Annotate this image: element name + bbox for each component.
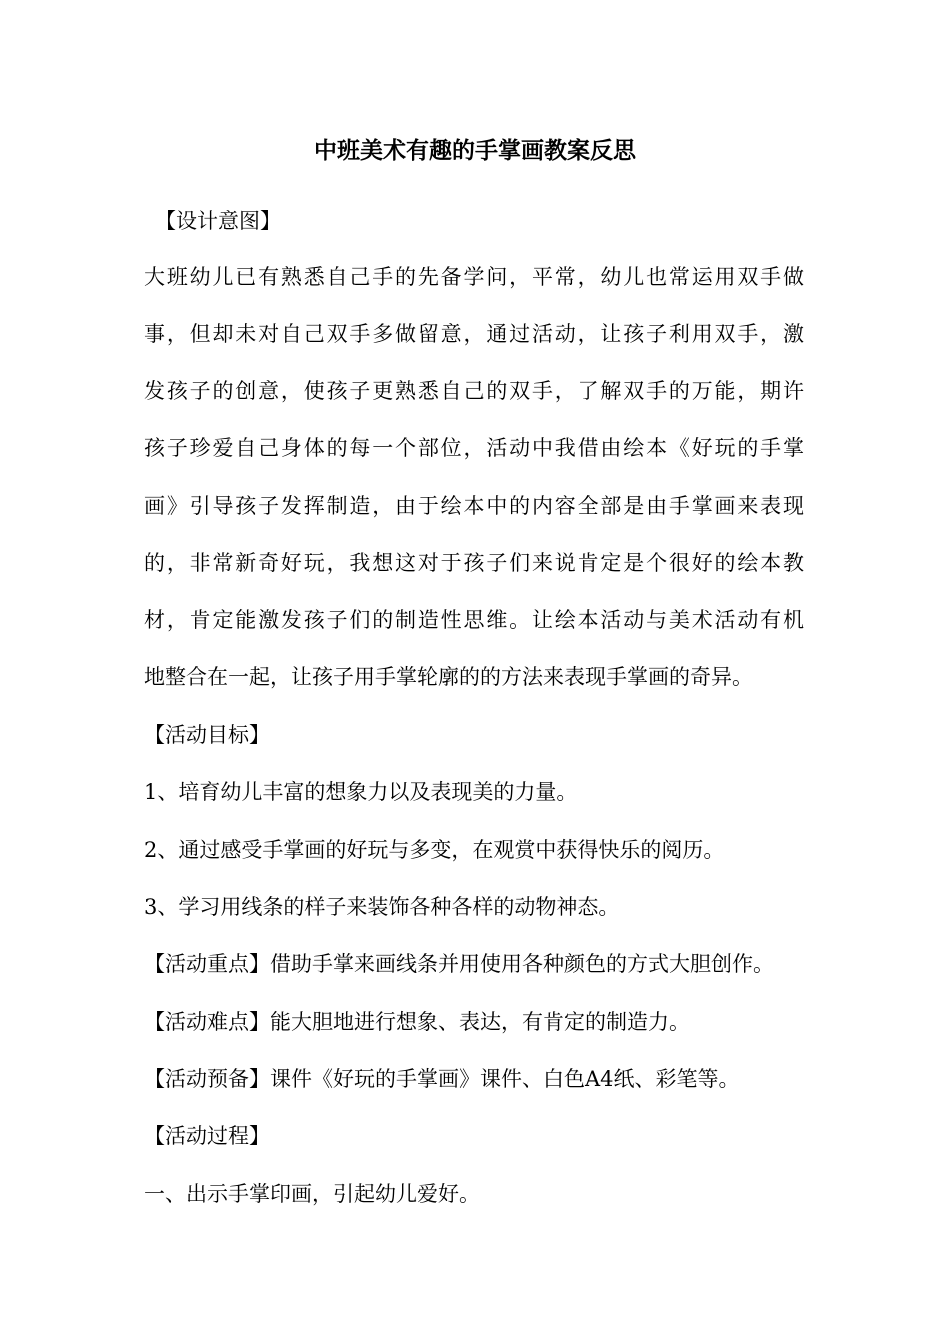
design-paragraph-line-3: 发孩子的创意，使孩子更熟悉自己的双手，了解双手的万能，期许 xyxy=(144,379,804,403)
document-title: 中班美术有趣的手掌画教案反思 xyxy=(314,138,636,164)
design-paragraph-line-8: 地整合在一起，让孩子用手掌轮廓的的方法来表现手掌画的奇异。 xyxy=(144,665,753,689)
key-point: 【活动重点】借助手掌来画线条并用使用各种颜色的方式大胆创作。 xyxy=(144,952,774,976)
difficulty: 【活动难点】能大胆地进行想象、表达，有肯定的制造力。 xyxy=(144,1010,690,1034)
design-paragraph-line-5: 画》引导孩子发挥制造，由于绘本中的内容全部是由手掌画来表现 xyxy=(144,494,804,518)
design-paragraph-line-6: 的，非常新奇好玩，我想这对于孩子们来说肯定是个很好的绘本教 xyxy=(144,551,804,575)
process-heading: 【活动过程】 xyxy=(144,1124,270,1148)
goal-item-3: 3、学习用线条的样子来装饰各种各样的动物神态。 xyxy=(144,895,620,919)
design-paragraph-line-7: 材，肯定能激发孩子们的制造性思维。让绘本活动与美术活动有机 xyxy=(144,608,804,632)
goal-item-2: 2、通过感受手掌画的好玩与多变，在观赏中获得快乐的阅历。 xyxy=(144,838,725,862)
design-paragraph-line-1: 大班幼儿已有熟悉自己手的先备学问，平常，幼儿也常运用双手做 xyxy=(144,265,804,289)
design-paragraph-line-2: 事，但却未对自己双手多做留意，通过活动，让孩子利用双手，激 xyxy=(144,322,804,346)
goal-item-1: 1、培育幼儿丰富的想象力以及表现美的力量。 xyxy=(144,780,578,804)
preparation: 【活动预备】课件《好玩的手掌画》课件、白色A4纸、彩笔等。 xyxy=(144,1067,740,1091)
design-heading: 【设计意图】 xyxy=(155,209,281,233)
process-step-1: 一、出示手掌印画，引起幼儿爱好。 xyxy=(144,1182,480,1206)
goals-heading: 【活动目标】 xyxy=(144,723,270,747)
design-paragraph-line-4: 孩子珍爱自己身体的每一个部位，活动中我借由绘本《好玩的手掌 xyxy=(144,436,804,460)
